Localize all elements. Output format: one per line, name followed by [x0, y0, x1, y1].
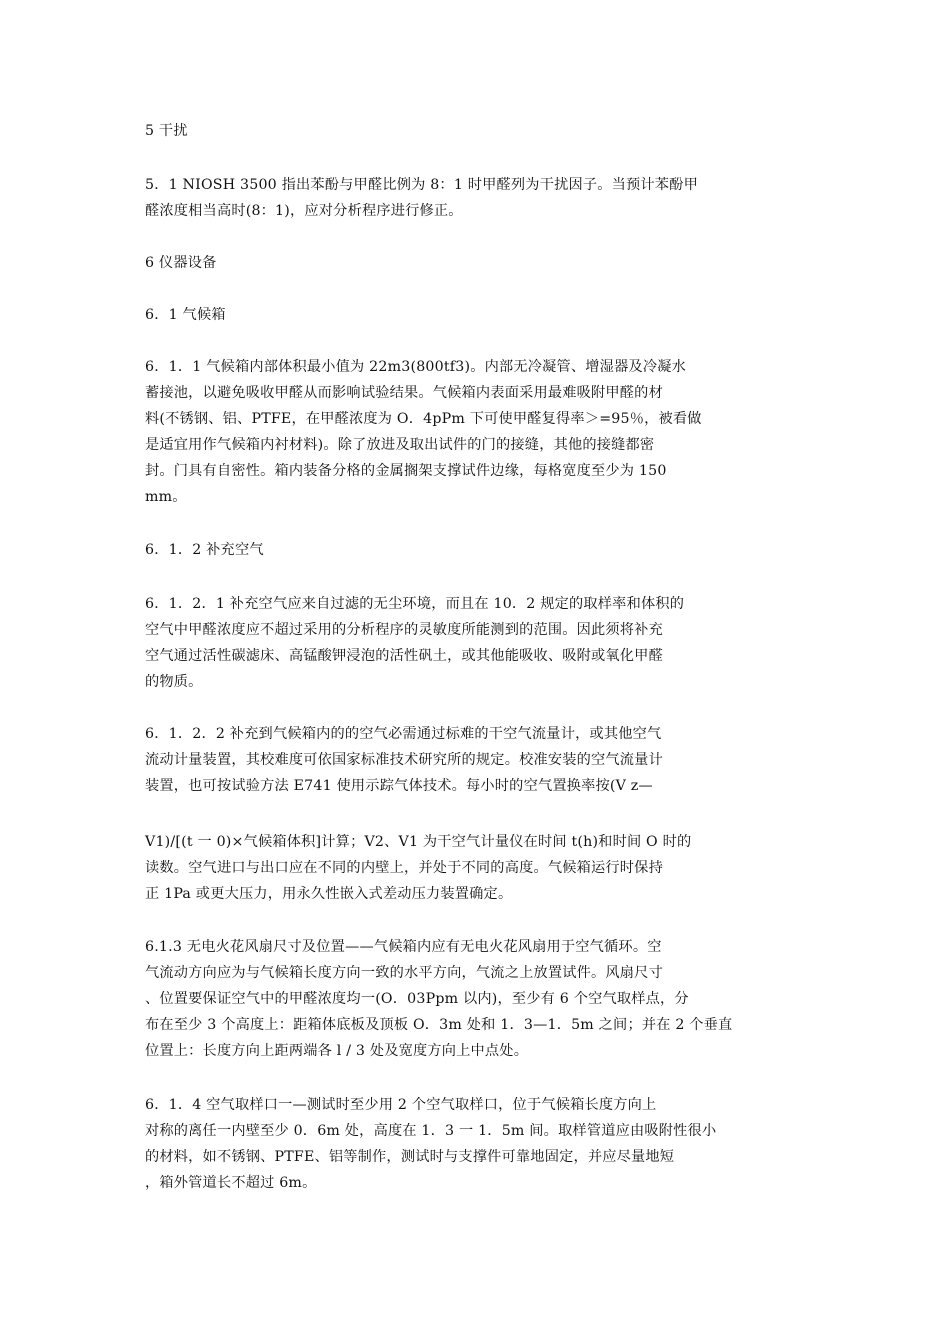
- paragraph-line: 气流动方向应为与气候箱长度方向一致的水平方向，气流之上放置试件。风扇尺寸: [145, 965, 663, 981]
- paragraph-line: ，箱外管道长不超过 6m。: [145, 1175, 317, 1191]
- paragraph-line: 封。门具有自密性。箱内装备分格的金属搁架支撑试件边缘，每格宽度至少为 150: [145, 463, 667, 479]
- paragraph-line: 是适宜用作气候箱内衬材料)。除了放进及取出试件的门的接缝，其他的接缝都密: [145, 437, 655, 453]
- paragraph-line: 6．1．2．1 补充空气应来自过滤的无尘环境，而且在 10．2 规定的取样率和体积的: [145, 596, 685, 612]
- paragraph-line: 料(不锈钢、铝、PTFE，在甲醛浓度为 O．4pPm 下可使甲醛复得率＞=95％，被看做: [145, 411, 702, 427]
- paragraph-line: 装置，也可按试验方法 E741 使用示踪气体技术。每小时的空气置换率按(V z—: [145, 778, 653, 794]
- paragraph-line: 的材料，如不锈钢、PTFE、铝等制作，测试时与支撑件可靠地固定，并应尽量地短: [145, 1149, 675, 1165]
- paragraph-line: 对称的离任一内壁至少 0．6m 处，高度在 1．3 一 1．5m 间。取样管道应由吸附性很小: [145, 1123, 717, 1139]
- paragraph-line: 6．1．2．2 补充到气候箱内的的空气必需通过标难的干空气流量计，或其他空气: [145, 726, 662, 742]
- subsection-heading: 6．1 气候箱: [145, 307, 226, 323]
- paragraph-line: 的物质。: [145, 674, 203, 690]
- paragraph-line: 流动计量装置，其校难度可依国家标准技术研究所的规定。校准安装的空气流量计: [145, 752, 663, 768]
- paragraph-line: 6．1．1 气候箱内部体积最小值为 22m3(800tf3)。内部无冷凝管、增湿器及冷凝水: [145, 359, 687, 375]
- section-heading: 5 干扰: [145, 123, 188, 139]
- paragraph-line: 醛浓度相当高时(8：1)，应对分析程序进行修正。: [145, 203, 463, 219]
- paragraph-line: 位置上：长度方向上距两端各 l / 3 处及宽度方向上中点处。: [145, 1043, 529, 1059]
- paragraph-line: V1)/[(t 一 0)×气候箱体积]计算；V2、V1 为干空气计量仪在时间 t(h)和时间 O 时的: [145, 834, 692, 850]
- subsection-heading: 6．1．2 补充空气: [145, 542, 264, 558]
- paragraph-line: 5．1 NIOSH 3500 指出苯酚与甲醛比例为 8：1 时甲醛列为干扰因子。当预计苯酚甲: [145, 177, 698, 193]
- paragraph-line: 、位置要保证空气中的甲醛浓度均一(O．03Ppm 以内)，至少有 6 个空气取样点，分: [145, 991, 689, 1007]
- paragraph-line: 读数。空气进口与出口应在不同的内壁上，并处于不同的高度。气候箱运行时保持: [145, 860, 663, 876]
- paragraph-line: 空气中甲醛浓度应不超过采用的分析程序的灵敏度所能测到的范围。因此须将补充: [145, 622, 663, 638]
- section-heading: 6 仪器设备: [145, 255, 217, 271]
- paragraph-line: mm。: [145, 489, 187, 505]
- paragraph-line: 正 1Pa 或更大压力，用永久性嵌入式差动压力装置确定。: [145, 886, 513, 902]
- paragraph-line: 空气通过活性碳滤床、高锰酸钾浸泡的活性矾土，或其他能吸收、吸附或氧化甲醛: [145, 648, 663, 664]
- paragraph-line: 布在至少 3 个高度上：距箱体底板及顶板 O．3m 处和 1．3—1．5m 之间；并在 2 个垂直: [145, 1017, 733, 1033]
- paragraph-line: 6.1.3 无电火花风扇尺寸及位置——气候箱内应有无电火花风扇用于空气循环。空: [145, 939, 662, 955]
- paragraph-line: 6．1．4 空气取样口一—测试时至少用 2 个空气取样口，位于气候箱长度方向上: [145, 1097, 657, 1113]
- paragraph-line: 蓄接池，以避免吸收甲醛从而影响试验结果。气候箱内表面采用最难吸附甲醛的材: [145, 385, 663, 401]
